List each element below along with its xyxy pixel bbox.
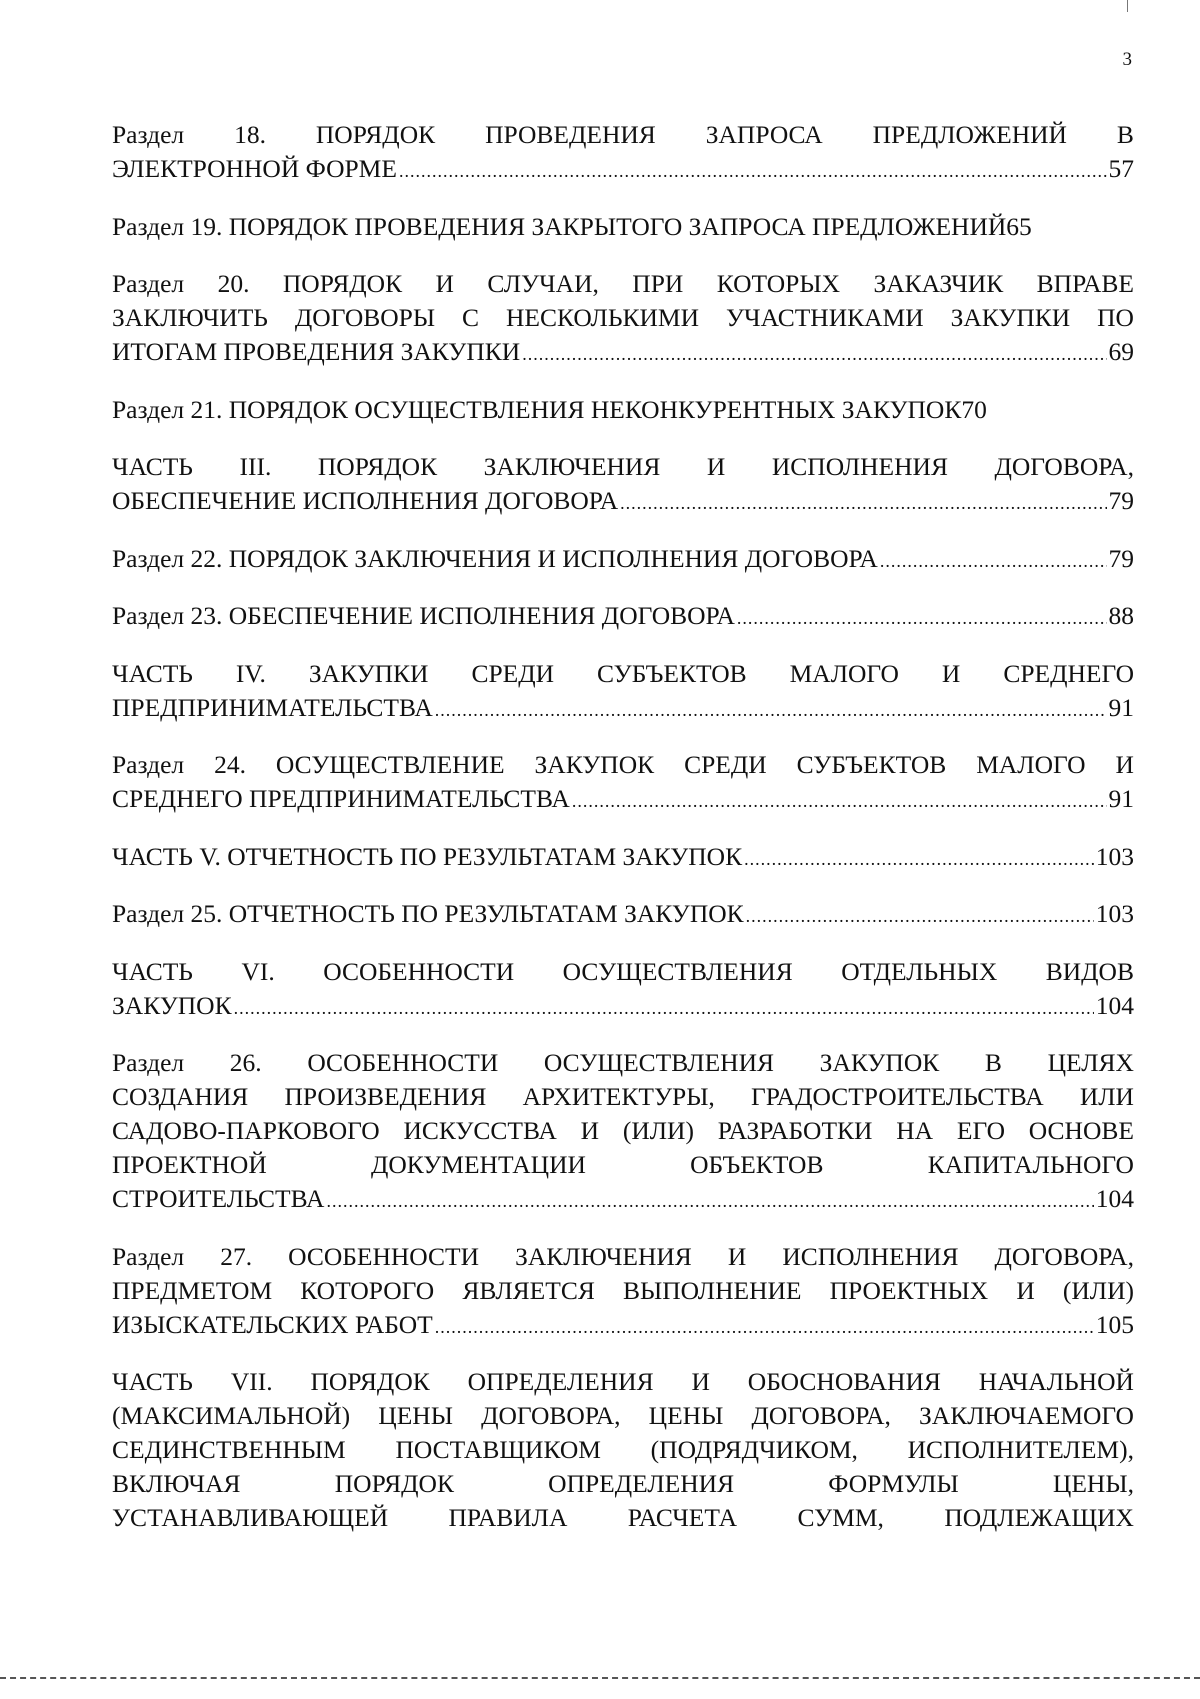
toc-line <box>112 1274 1134 1308</box>
toc-word: ЗАКУПОК <box>819 1048 940 1077</box>
toc-word: ПОДЛЕЖАЩИХ <box>944 1503 1134 1532</box>
toc-title: ИЗЫСКАТЕЛЬСКИХ РАБОТ <box>112 1309 433 1339</box>
toc-line <box>112 1148 1134 1182</box>
toc-page-number: 103 <box>1095 899 1134 928</box>
dot-leader <box>572 784 1107 818</box>
toc-word: ПРАВИЛА <box>448 1503 568 1532</box>
toc-word: ОТДЕЛЬНЫХ <box>841 956 998 986</box>
toc-word: III. <box>239 452 272 481</box>
toc-title: ИТОГАМ ПРОВЕДЕНИЯ ЗАКУПКИ <box>112 337 521 366</box>
toc-word: ЦЕНЫ <box>648 1401 724 1430</box>
toc-word: ПРОВЕДЕНИЯ <box>485 120 656 149</box>
toc-entry <box>112 210 1134 244</box>
toc-entry <box>112 542 1134 576</box>
toc-word: 24. <box>214 750 246 779</box>
toc-word: ПОРЯДОК <box>310 1367 430 1396</box>
toc-word: И <box>1115 750 1134 779</box>
toc-line <box>112 1182 1134 1216</box>
toc-word: ПРОИЗВЕДЕНИЯ <box>284 1082 487 1111</box>
toc-page-number: 91 <box>1108 784 1134 813</box>
toc-word: ЦЕЛЯХ <box>1047 1048 1134 1077</box>
toc-word: УСТАНАВЛИВАЮЩЕЙ <box>112 1503 389 1532</box>
toc-word: ИСПОЛНИТЕЛЕМ), <box>907 1435 1134 1464</box>
toc-word: ПРИ <box>632 269 684 298</box>
toc-page-number: 88 <box>1108 601 1134 630</box>
toc-word: ЗАКУПКИ <box>950 303 1071 332</box>
toc-word: ОСОБЕННОСТИ <box>288 1241 480 1271</box>
toc-word: 27. <box>220 1241 253 1271</box>
toc-line <box>112 450 1134 484</box>
toc-word: ОПРЕДЕЛЕНИЯ <box>548 1469 735 1498</box>
scan-bottom-edge <box>0 1677 1200 1679</box>
toc-word: СУБЪЕКТОВ <box>796 750 947 779</box>
toc-word: СРЕДИ <box>684 750 767 779</box>
toc-word: СЕДИНСТВЕННЫМ <box>112 1435 346 1464</box>
dot-leader <box>620 486 1106 520</box>
toc-word: ПОРЯДОК <box>282 269 403 298</box>
toc-page-number: 70 <box>961 394 987 424</box>
toc-word: МАЛОГО <box>789 658 899 688</box>
toc-word: САДОВО-ПАРКОВОГО <box>112 1116 380 1145</box>
toc-line <box>112 1240 1134 1274</box>
toc-word: И <box>706 452 726 481</box>
toc-page-number: 65 <box>1006 211 1032 241</box>
toc-word: НАЧАЛЬНОЙ <box>978 1367 1134 1396</box>
toc-page-number: 91 <box>1108 692 1134 722</box>
toc-word: РАЗРАБОТКИ <box>717 1116 873 1145</box>
toc-entry <box>112 599 1134 633</box>
toc-title: Раздел 19. ПОРЯДОК ПРОВЕДЕНИЯ ЗАКРЫТОГО ЗАПРОСА ПРЕДЛОЖЕНИЙ <box>112 211 1007 241</box>
page-number: 3 <box>1122 49 1132 70</box>
toc-line <box>112 393 1134 427</box>
toc-title: ПРЕДПРИНИМАТЕЛЬСТВА <box>112 692 433 722</box>
scan-corner-mark <box>1127 0 1128 12</box>
toc-word: ВКЛЮЧАЯ <box>112 1469 241 1498</box>
toc-line <box>112 335 1134 369</box>
toc-line <box>112 657 1134 691</box>
toc-title: ЧАСТЬ V. ОТЧЕТНОСТЬ ПО РЕЗУЛЬТАТАМ ЗАКУПОК <box>112 841 743 871</box>
toc-page-number: 57 <box>1108 154 1134 183</box>
toc-word: АРХИТЕКТУРЫ, <box>522 1082 715 1111</box>
toc-word: Раздел <box>112 120 185 149</box>
toc-line <box>112 782 1134 816</box>
toc-entry <box>112 450 1134 518</box>
toc-word: (ИЛИ) <box>622 1116 694 1145</box>
toc-line <box>112 484 1134 518</box>
toc-line <box>112 1433 1134 1467</box>
toc-line <box>112 118 1134 152</box>
toc-word: ИСКУССТВА <box>403 1116 557 1145</box>
toc-line <box>112 1114 1134 1148</box>
toc-word: ДОГОВОРА, <box>994 1241 1134 1271</box>
toc-line <box>112 1467 1134 1501</box>
toc-word: ЗАКУПОК <box>534 750 655 779</box>
toc-word: ДОКУМЕНТАЦИИ <box>370 1150 586 1179</box>
toc-word: ДОГОВОРА, <box>751 1401 891 1430</box>
dot-leader <box>399 154 1107 188</box>
toc-word: ЕГО <box>956 1116 1005 1145</box>
toc-page-number: 79 <box>1108 543 1134 573</box>
toc-line <box>112 840 1134 874</box>
toc-page-number: 69 <box>1108 337 1134 366</box>
toc-word: ДОГОВОРА, <box>481 1401 621 1430</box>
toc-word: ОСНОВЕ <box>1028 1116 1134 1145</box>
toc-word: И <box>1016 1275 1035 1305</box>
toc-page-number: 105 <box>1095 1309 1134 1339</box>
toc-word: ПОРЯДОК <box>317 452 438 481</box>
toc-line <box>112 1046 1134 1080</box>
toc-word: VI. <box>241 956 275 986</box>
dot-leader <box>737 601 1107 635</box>
toc-word: ЗАКУПКИ <box>308 658 429 688</box>
toc-word: ОСУЩЕСТВЛЕНИЯ <box>543 1048 775 1077</box>
toc-word: КАПИТАЛЬНОГО <box>927 1150 1134 1179</box>
toc-word: СРЕДНЕГО <box>1003 658 1134 688</box>
toc-entry <box>112 748 1134 816</box>
toc-line <box>112 542 1134 576</box>
toc-word: ЦЕНЫ, <box>1052 1469 1134 1498</box>
toc-word: 26. <box>229 1048 262 1077</box>
toc-line <box>112 301 1134 335</box>
toc-word: ЧАСТЬ <box>112 1367 193 1396</box>
toc-word: В <box>984 1048 1002 1077</box>
toc-word: ВИДОВ <box>1045 956 1134 986</box>
toc-word: (ИЛИ) <box>1062 1275 1134 1305</box>
toc-word: 20. <box>217 269 250 298</box>
toc-word: ПО <box>1097 303 1134 332</box>
toc-word: СРЕДИ <box>471 658 555 688</box>
toc-word: И <box>691 1367 710 1396</box>
toc-line <box>112 210 1134 244</box>
toc-word: ЗАКЛЮЧАЕМОГО <box>919 1401 1134 1430</box>
toc-word: ПРЕДЛОЖЕНИЙ <box>872 120 1067 149</box>
dot-leader <box>234 991 1094 1025</box>
toc-word: ПОРЯДОК <box>315 120 436 149</box>
toc-word: И <box>727 1241 747 1271</box>
toc-word: ЗАПРОСА <box>705 120 823 149</box>
toc-word: ДОГОВОРЫ <box>294 303 436 332</box>
toc-word: Раздел <box>112 1241 185 1271</box>
toc-word: ИСПОЛНЕНИЯ <box>771 452 948 481</box>
toc-word: ВПРАВЕ <box>1036 269 1134 298</box>
toc-word: КОТОРОГО <box>300 1275 435 1305</box>
toc-entry <box>112 1046 1134 1216</box>
toc-word: ЗАКАЗЧИК <box>873 269 1004 298</box>
toc-entry <box>112 840 1134 874</box>
toc-word: И <box>435 269 454 298</box>
toc-line <box>112 152 1134 186</box>
toc-word: ЧАСТЬ <box>112 658 193 688</box>
toc-word: ЦЕНЫ <box>378 1401 453 1430</box>
toc-word: КОТОРЫХ <box>716 269 841 298</box>
toc-entry <box>112 897 1134 931</box>
toc-title: Раздел 22. ПОРЯДОК ЗАКЛЮЧЕНИЯ И ИСПОЛНЕНИЯ ДОГОВОРА <box>112 543 878 573</box>
toc-entry <box>112 267 1134 369</box>
toc-word: ПОСТАВЩИКОМ <box>395 1435 601 1464</box>
toc-word: 18. <box>234 120 266 149</box>
toc-word: РАСЧЕТА <box>627 1503 738 1532</box>
toc-line <box>112 1399 1134 1433</box>
toc-word: ОСУЩЕСТВЛЕНИЕ <box>275 750 505 779</box>
toc-line <box>112 1501 1134 1535</box>
toc-word: С <box>462 303 480 332</box>
toc-entry <box>112 955 1134 1023</box>
toc-line <box>112 691 1134 725</box>
toc-entry <box>112 393 1134 427</box>
toc-page-number: 104 <box>1095 990 1134 1020</box>
toc-word: ОБЪЕКТОВ <box>690 1150 824 1179</box>
toc-title: ОБЕСПЕЧЕНИЕ ИСПОЛНЕНИЯ ДОГОВОРА <box>112 486 619 515</box>
toc-word: ПРОЕКТНОЙ <box>112 1150 267 1179</box>
toc-word: В <box>1116 120 1134 149</box>
toc-word: ИЛИ <box>1079 1082 1134 1111</box>
toc-page-number: 103 <box>1095 841 1134 871</box>
toc-word: ОБОСНОВАНИЯ <box>747 1367 941 1396</box>
toc-word: СЛУЧАИ, <box>487 269 599 298</box>
toc-word: IV. <box>235 658 266 688</box>
toc-word: СУБЪЕКТОВ <box>597 658 747 688</box>
toc-line <box>112 748 1134 782</box>
toc-title: Раздел 25. ОТЧЕТНОСТЬ ПО РЕЗУЛЬТАТАМ ЗАКУПОК <box>112 899 744 928</box>
toc-word: МАЛОГО <box>976 750 1086 779</box>
toc-title: ЭЛЕКТРОННОЙ ФОРМЕ <box>112 154 397 183</box>
dot-leader <box>744 842 1094 876</box>
toc-word: ЧАСТЬ <box>112 956 193 986</box>
toc-word: СОЗДАНИЯ <box>112 1082 249 1111</box>
toc-line <box>112 267 1134 301</box>
toc-word: ОСОБЕННОСТИ <box>307 1048 499 1077</box>
toc-word: ВЫПОЛНЕНИЕ <box>622 1275 802 1305</box>
toc-word: И <box>580 1116 600 1145</box>
toc-word: ЗАКЛЮЧЕНИЯ <box>515 1241 692 1271</box>
toc-word: (ПОДРЯДЧИКОМ, <box>650 1435 858 1464</box>
toc-word: ПОРЯДОК <box>334 1469 454 1498</box>
toc-title: СТРОИТЕЛЬСТВА <box>112 1184 325 1213</box>
dot-leader <box>522 337 1106 371</box>
toc-page-number: 79 <box>1108 486 1134 515</box>
toc-word: Раздел <box>112 1048 185 1077</box>
toc-word: ИСПОЛНЕНИЯ <box>782 1241 959 1271</box>
toc-word: ГРАДОСТРОИТЕЛЬСТВА <box>751 1082 1044 1111</box>
toc-word: И <box>941 658 961 688</box>
toc-word: СУММ, <box>797 1503 884 1532</box>
toc-word: ДОГОВОРА, <box>994 452 1134 481</box>
toc-word: Раздел <box>112 269 185 298</box>
toc-word: ЗАКЛЮЧИТЬ <box>112 303 268 332</box>
toc-line <box>112 599 1134 633</box>
dot-leader <box>435 693 1107 727</box>
toc-line <box>112 1080 1134 1114</box>
toc-word: УЧАСТНИКАМИ <box>725 303 924 332</box>
dot-leader <box>435 1310 1094 1344</box>
toc-line <box>112 989 1134 1023</box>
toc-title: Раздел 23. ОБЕСПЕЧЕНИЕ ИСПОЛНЕНИЯ ДОГОВОРА <box>112 601 735 630</box>
toc-line <box>112 1308 1134 1342</box>
toc-word: ОПРЕДЕЛЕНИЯ <box>467 1367 654 1396</box>
toc-word: НЕСКОЛЬКИМИ <box>506 303 699 332</box>
toc-entry <box>112 1240 1134 1342</box>
toc-title: Раздел 21. ПОРЯДОК ОСУЩЕСТВЛЕНИЯ НЕКОНКУРЕНТНЫХ ЗАКУПОК <box>112 394 962 424</box>
toc-word: НА <box>896 1116 934 1145</box>
toc-word: ПРЕДМЕТОМ <box>112 1275 273 1305</box>
toc-line <box>112 955 1134 989</box>
table-of-contents <box>112 118 1134 1559</box>
toc-word: ОСУЩЕСТВЛЕНИЯ <box>562 956 793 986</box>
toc-title: ЗАКУПОК <box>112 990 232 1020</box>
dot-leader <box>326 1184 1093 1218</box>
dot-leader <box>880 544 1107 578</box>
toc-word: ЗАКЛЮЧЕНИЯ <box>483 452 661 481</box>
toc-page-number: 104 <box>1095 1184 1134 1213</box>
toc-word: (МАКСИМАЛЬНОЙ) <box>112 1401 351 1430</box>
toc-word: ПРОЕКТНЫХ <box>829 1275 989 1305</box>
toc-word: ФОРМУЛЫ <box>828 1469 959 1498</box>
toc-entry <box>112 1365 1134 1535</box>
dot-leader <box>746 899 1094 933</box>
toc-word: ЧАСТЬ <box>112 452 193 481</box>
toc-entry <box>112 118 1134 186</box>
toc-word: ОСОБЕННОСТИ <box>323 956 515 986</box>
toc-word: Раздел <box>112 750 185 779</box>
toc-title: СРЕДНЕГО ПРЕДПРИНИМАТЕЛЬСТВА <box>112 784 570 813</box>
toc-word: VII. <box>230 1367 273 1396</box>
toc-line <box>112 897 1134 931</box>
toc-line <box>112 1365 1134 1399</box>
toc-entry <box>112 657 1134 725</box>
toc-word: ЯВЛЯЕТСЯ <box>462 1275 595 1305</box>
